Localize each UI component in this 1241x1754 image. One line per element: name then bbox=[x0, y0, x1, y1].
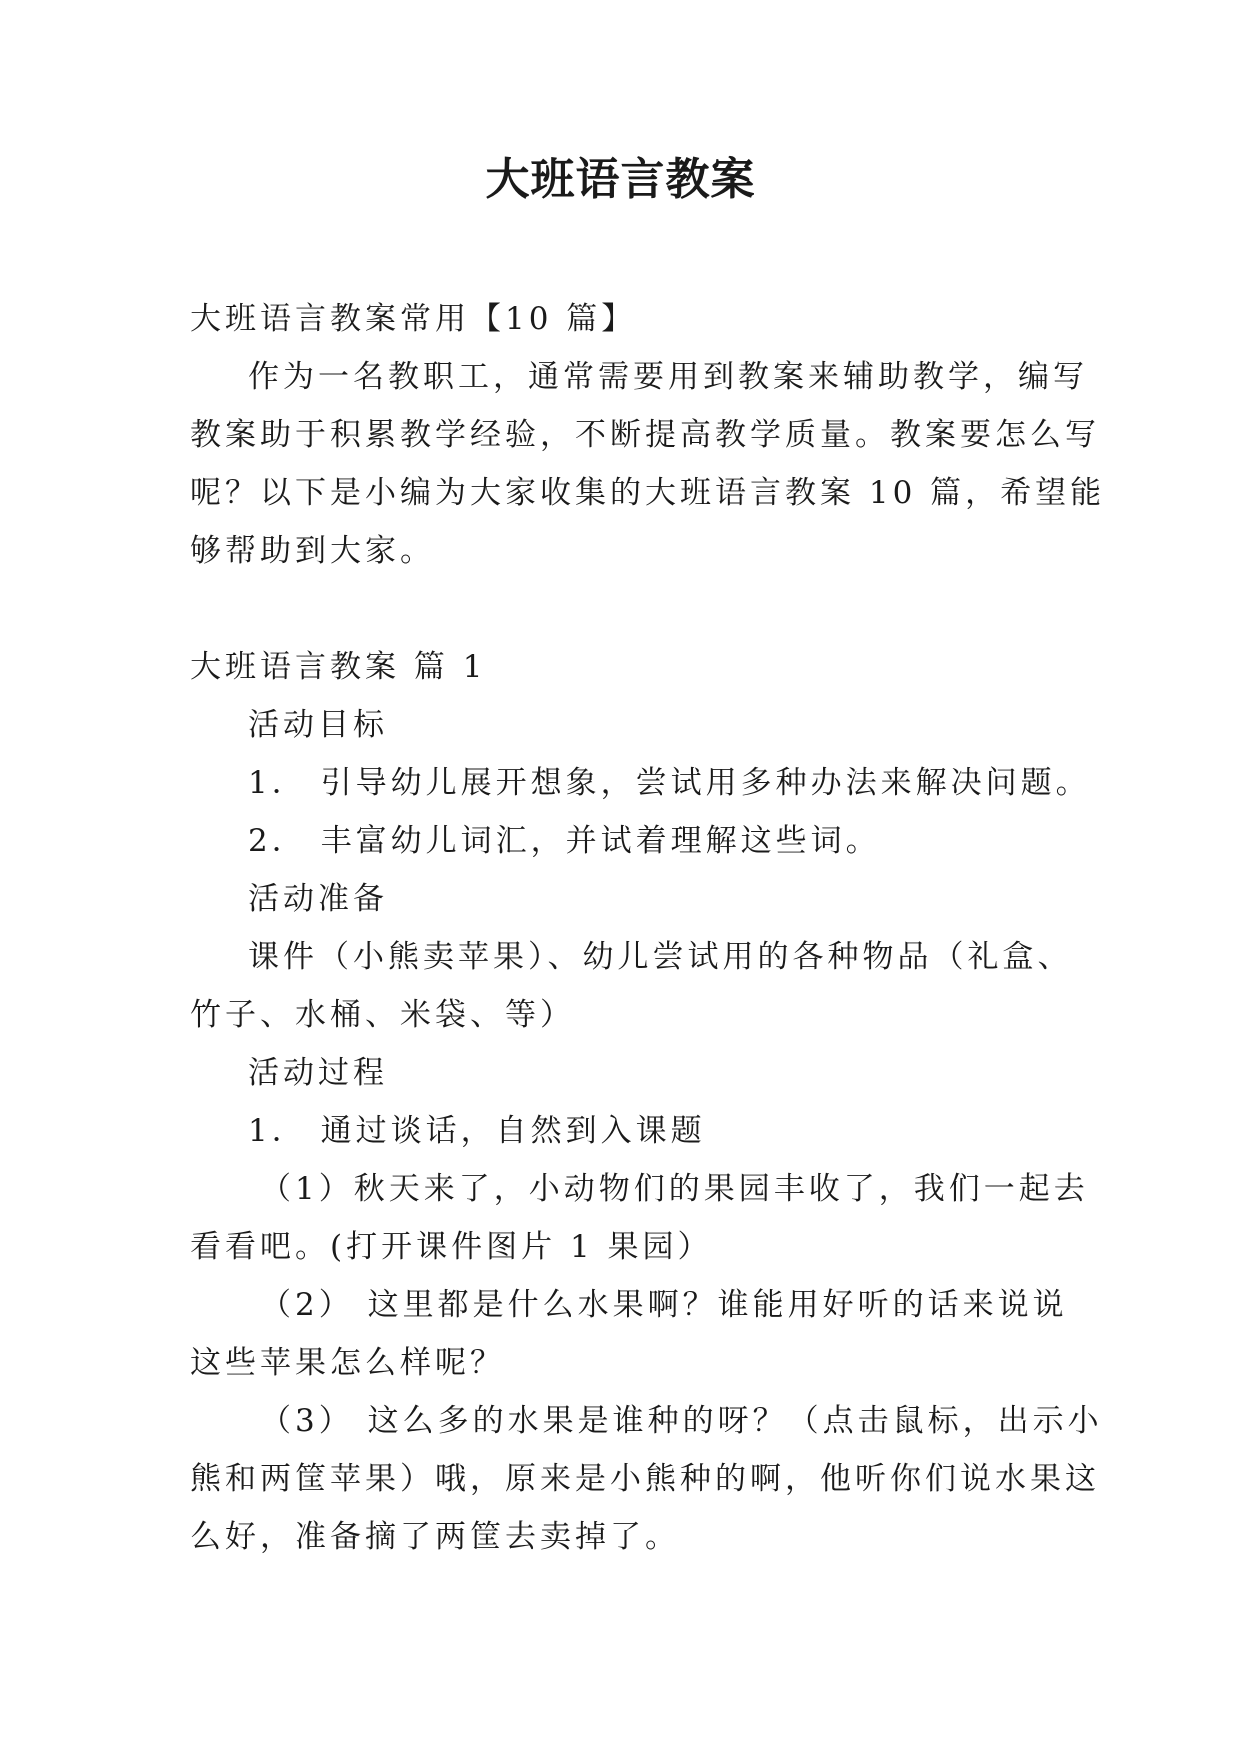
document-body bbox=[190, 290, 1106, 1566]
subtitle: 大班语言教案常用【10 篇】 bbox=[190, 301, 637, 337]
step-3-line-1: （3） 这么多的水果是谁种的呀？（点击鼠标，出示小 bbox=[260, 1403, 1103, 1439]
prep-heading: 活动准备 bbox=[248, 881, 388, 917]
document-title: 大班语言教案 bbox=[485, 154, 756, 205]
step-2-line-2: 这些苹果怎么样呢？ bbox=[190, 1345, 505, 1381]
intro-line-4: 够帮助到大家。 bbox=[190, 533, 435, 569]
step-1-line-1: （1）秋天来了，小动物们的果园丰收了，我们一起去 bbox=[260, 1171, 1089, 1207]
process-heading: 活动过程 bbox=[248, 1055, 388, 1091]
section-heading: 大班语言教案 篇 1 bbox=[190, 649, 487, 685]
step-3-line-3: 么好，准备摘了两筐去卖掉了。 bbox=[190, 1519, 680, 1555]
goal-item-1: 1． 引导幼儿展开想象，尝试用多种办法来解决问题。 bbox=[248, 765, 1091, 801]
goal-item-2: 2． 丰富幼儿词汇，并试着理解这些词。 bbox=[248, 823, 881, 859]
prep-line-1: 课件（小熊卖苹果）、幼儿尝试用的各种物品（礼盒、 bbox=[248, 939, 1073, 975]
step-3-line-2: 熊和两筐苹果）哦，原来是小熊种的啊，他听你们说水果这 bbox=[190, 1461, 1100, 1497]
intro-line-1: 作为一名教职工，通常需要用到教案来辅助教学，编写 bbox=[248, 359, 1088, 395]
process-item-1: 1． 通过谈话，自然到入课题 bbox=[248, 1113, 706, 1149]
intro-line-3: 呢？以下是小编为大家收集的大班语言教案 10 篇，希望能 bbox=[190, 475, 1106, 511]
goal-heading: 活动目标 bbox=[248, 707, 388, 743]
step-2-line-1: （2） 这里都是什么水果啊？谁能用好听的话来说说 bbox=[260, 1287, 1068, 1323]
paragraph-gap bbox=[190, 580, 1060, 638]
intro-line-2: 教案助于积累教学经验，不断提高教学质量。教案要怎么写 bbox=[190, 417, 1100, 453]
prep-line-2: 竹子、水桶、米袋、等） bbox=[190, 997, 575, 1033]
step-1-line-2: 看看吧。(打开课件图片 1 果园） bbox=[190, 1229, 713, 1265]
